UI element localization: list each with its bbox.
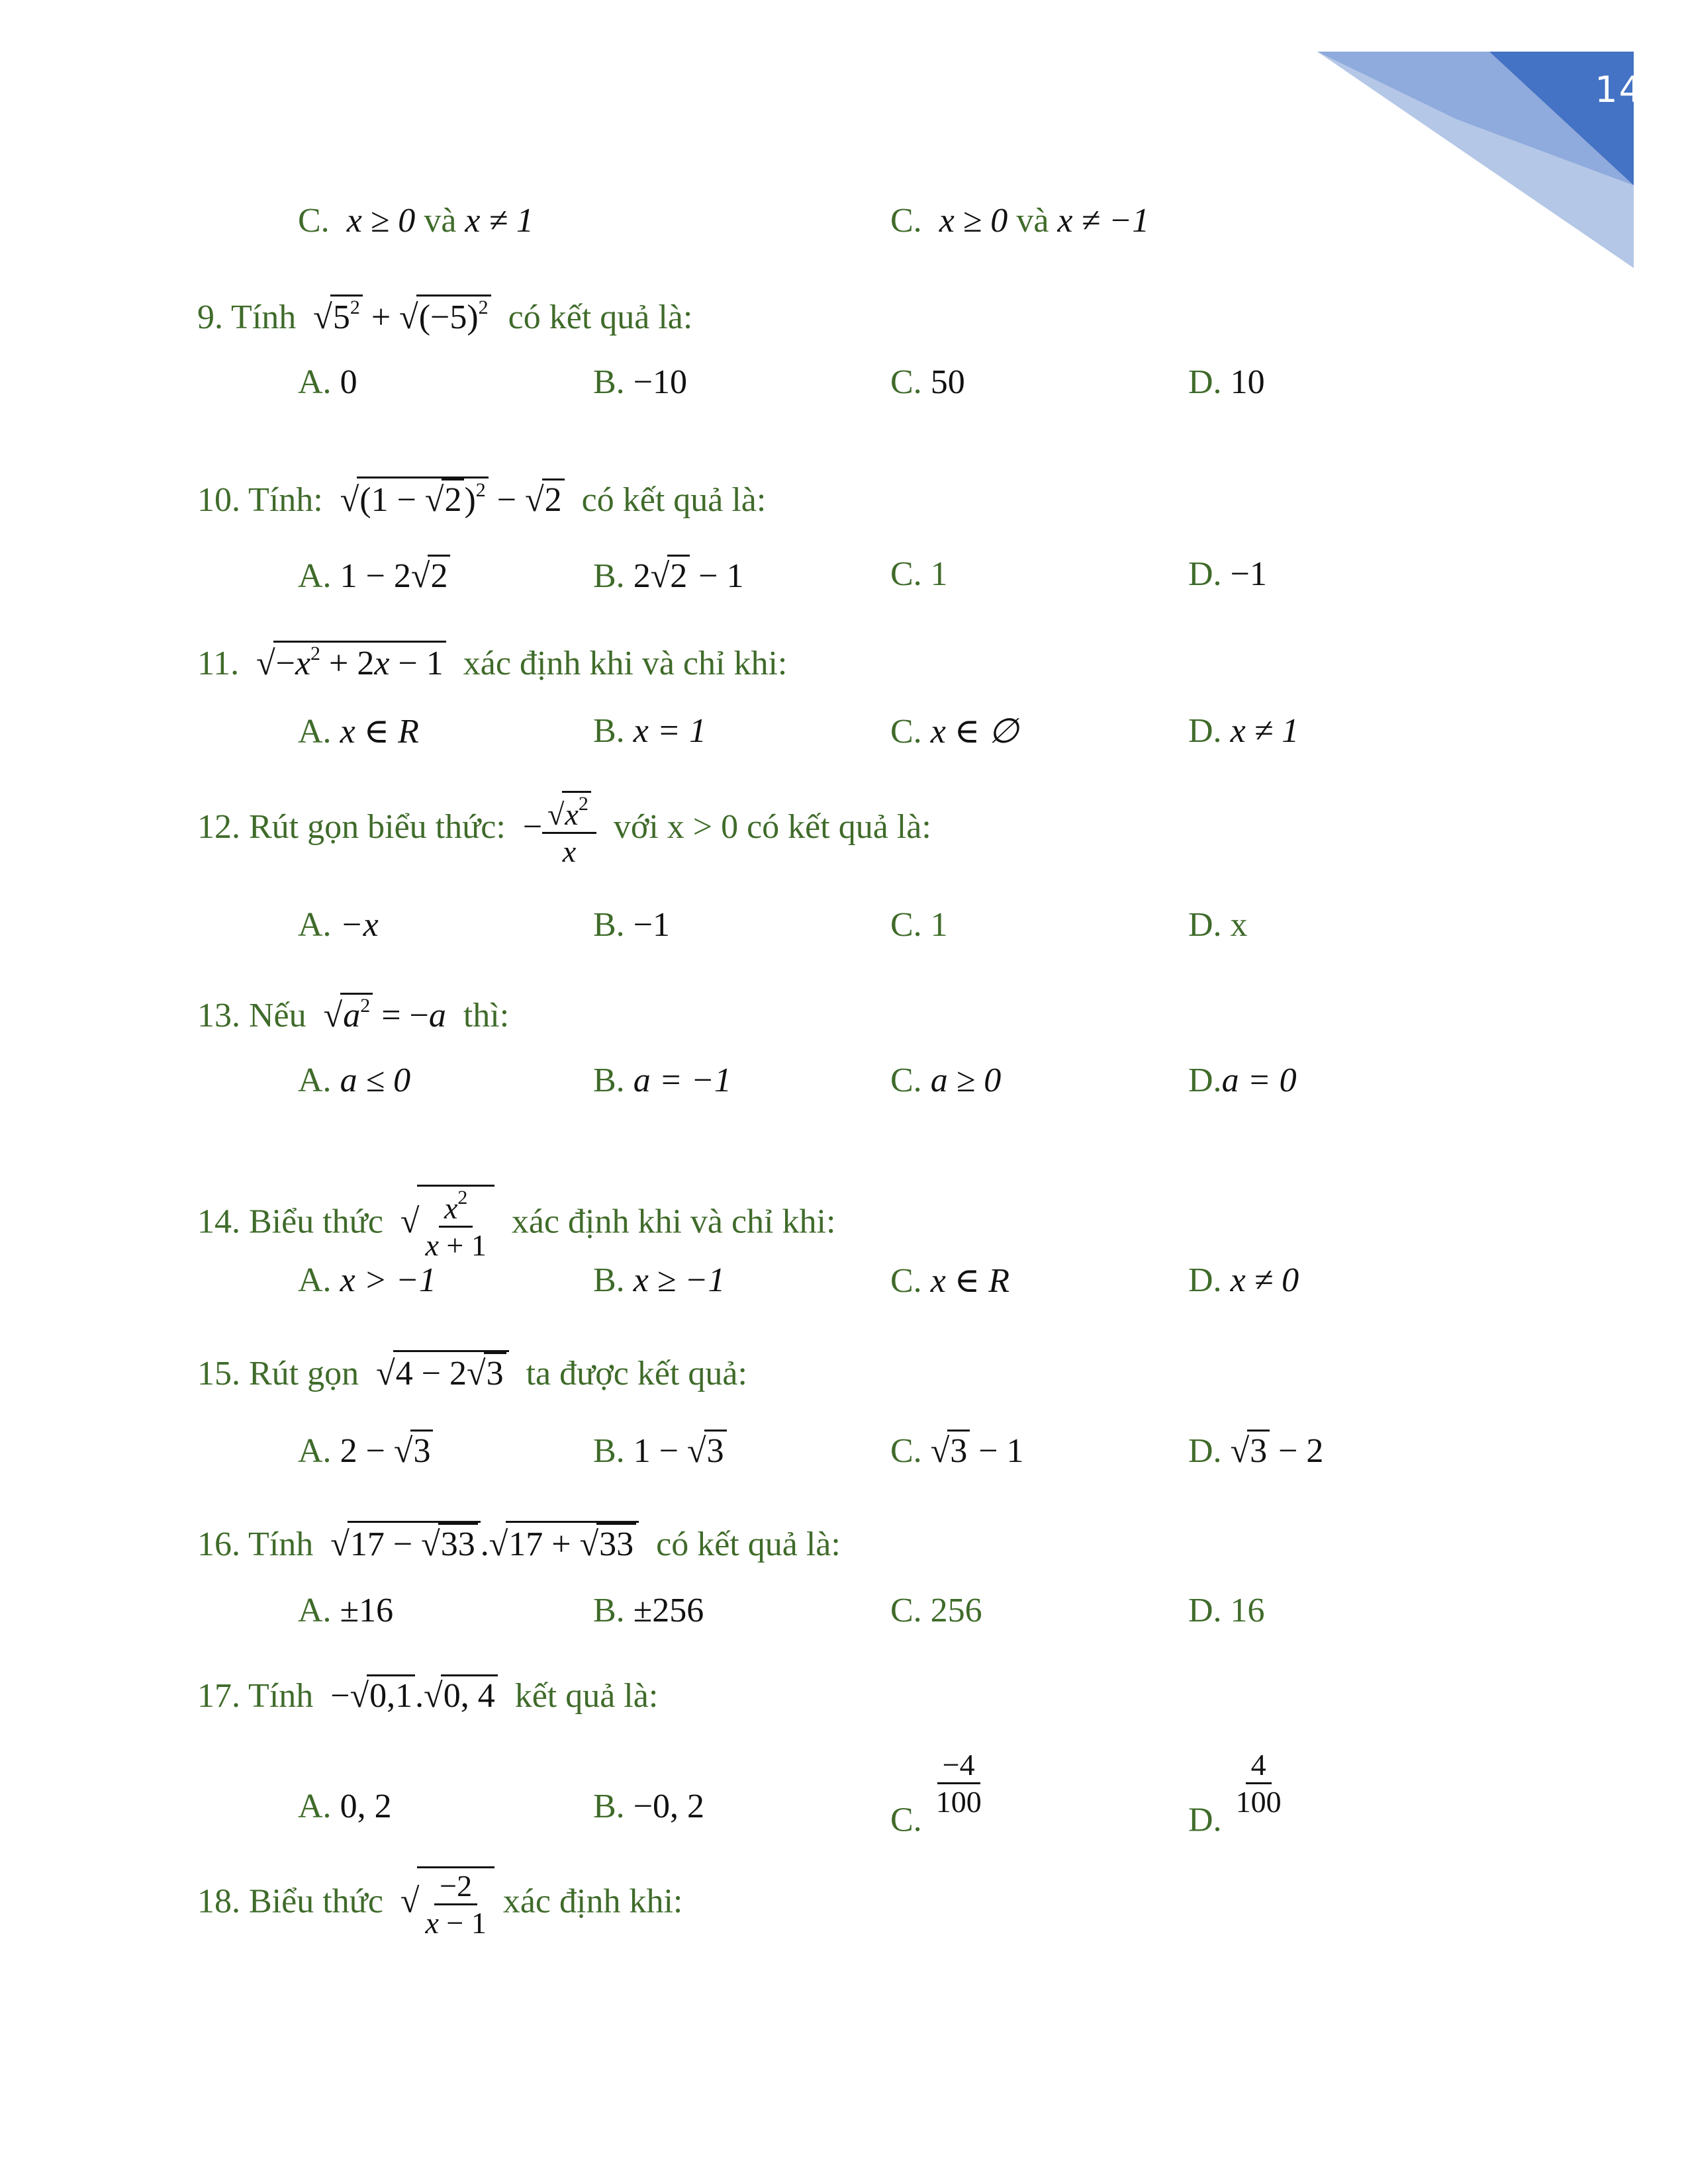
option-14a xyxy=(298,1261,436,1300)
option-12c xyxy=(890,905,948,944)
option-14c xyxy=(890,1261,1009,1300)
option-value: x = 1 xyxy=(633,712,706,750)
math-expr: x ∈ R xyxy=(930,1262,1010,1300)
option-9c xyxy=(890,363,965,402)
option-11a xyxy=(298,711,419,751)
question-9 xyxy=(197,295,692,337)
math-expr: x ≠ 0 xyxy=(1230,1261,1299,1299)
option-value: 256 xyxy=(652,1592,704,1629)
option-16b xyxy=(593,1591,704,1630)
math-expr: x ≥ −1 xyxy=(633,1261,726,1299)
question-suffix: kết quả là: xyxy=(514,1677,659,1715)
math-expr: x ∈ ∅ xyxy=(930,713,1019,751)
option-15a xyxy=(298,1430,433,1471)
option-label: D. xyxy=(1188,555,1222,593)
question-16 xyxy=(197,1521,841,1564)
math-expr: a ≤ 0 xyxy=(340,1062,411,1099)
math-expr: 1 − 2√2 xyxy=(340,557,451,595)
math-expr: √4 − 2√3 xyxy=(367,1355,517,1392)
page-number: 14 xyxy=(1595,69,1643,111)
option-15b xyxy=(593,1430,727,1471)
math-expr: x ≠ 1 xyxy=(1230,712,1299,750)
option-11b xyxy=(593,711,706,751)
option-label: B. xyxy=(593,363,625,401)
question-suffix: thì: xyxy=(463,997,510,1034)
fraction-numerator: 4 xyxy=(1246,1747,1272,1784)
math-expr: ± xyxy=(633,1592,653,1629)
math-expr: 1 − √3 xyxy=(633,1432,727,1470)
option-label: A. xyxy=(298,1432,332,1470)
question-13 xyxy=(197,993,509,1035)
question-number: 14. Biểu thức xyxy=(197,1203,383,1241)
option-label: C. xyxy=(890,1801,922,1839)
question-11 xyxy=(197,641,787,683)
option-9d xyxy=(1188,363,1265,402)
question-number: 11. xyxy=(197,645,240,682)
option-label: C. xyxy=(890,713,922,751)
option-15d xyxy=(1188,1430,1323,1471)
option-label: D. xyxy=(1188,1261,1222,1299)
option-value: 0 xyxy=(340,363,357,401)
question-suffix: xác định khi và chỉ khi: xyxy=(463,645,788,682)
option-12b xyxy=(593,905,670,944)
option-label: A. xyxy=(298,1788,332,1825)
option-conj: và xyxy=(1016,202,1049,240)
fraction-numerator: −4 xyxy=(937,1747,980,1784)
option-value: −10 xyxy=(633,363,688,401)
option-label: A. xyxy=(298,363,332,401)
math-expr: √ $\frac{-2}{x - 1}$ xyxy=(392,1882,494,1920)
option-14d xyxy=(1188,1261,1299,1300)
question-suffix: xác định khi và chỉ khi: xyxy=(511,1203,836,1241)
question-14 xyxy=(197,1185,835,1263)
math-expr: x ≠ 1 xyxy=(465,202,534,240)
option-label: C. xyxy=(890,1062,922,1099)
question-suffix: có kết quả là: xyxy=(508,298,693,336)
option-conj: và xyxy=(424,202,457,240)
option-label: C. 1 xyxy=(890,555,948,593)
question-suffix: với x > 0 có kết quả là: xyxy=(613,807,931,846)
math-expr: −√0,1.√0, 4 xyxy=(322,1677,506,1715)
math-expr: − $\frac{√x^2}{x}$ xyxy=(514,808,605,846)
option-value: −1 xyxy=(1230,555,1267,593)
option-label: C. xyxy=(890,1262,922,1300)
question-10 xyxy=(197,477,766,520)
question-suffix: có kết quả là: xyxy=(656,1525,841,1563)
option-label: B. xyxy=(593,1592,625,1629)
top-option-c1 xyxy=(298,201,534,240)
option-16a xyxy=(298,1591,393,1630)
question-number: 9. Tính xyxy=(197,298,297,336)
question-suffix: có kết quả là: xyxy=(581,481,767,519)
math-expr: $√5^2 + √(-5)^2$ xyxy=(305,298,499,336)
option-10a xyxy=(298,555,450,596)
option-16d xyxy=(1188,1591,1265,1630)
math-expr: x ≥ 0 xyxy=(338,202,416,240)
option-label: B. xyxy=(593,1432,625,1470)
option-value: x > −1 xyxy=(340,1261,436,1299)
option-value: 10 xyxy=(1230,363,1265,401)
option-10b xyxy=(593,555,744,596)
math-expr: √17 − √33 .√17 + √33 xyxy=(322,1525,647,1563)
top-option-c2 xyxy=(890,201,1149,240)
option-label: B. xyxy=(593,1062,625,1099)
fraction-denominator: 100 xyxy=(935,1785,982,1819)
option-label: A. xyxy=(298,1592,332,1629)
question-number: 17. Tính xyxy=(197,1677,314,1715)
fraction xyxy=(931,1747,987,1819)
option-label: A. xyxy=(298,557,332,595)
option-label: B. xyxy=(593,1788,625,1825)
option-label: B. xyxy=(593,557,625,595)
option-label: C. xyxy=(298,202,330,240)
option-label: B. xyxy=(593,712,625,750)
corner-decoration xyxy=(0,0,1688,278)
option-label: C. 1 xyxy=(890,906,948,944)
question-number: 10. Tính: xyxy=(197,481,323,519)
math-expr: √3 − 2 xyxy=(1231,1432,1324,1470)
option-label: C. xyxy=(890,202,922,240)
option-13d xyxy=(1188,1061,1297,1100)
option-label: B. xyxy=(593,906,625,944)
question-number: 18. Biểu thức xyxy=(197,1882,383,1921)
option-10c xyxy=(890,555,948,594)
option-value: −0, 2 xyxy=(633,1788,705,1825)
option-value: a = 0 xyxy=(1221,1062,1297,1099)
option-label: C. 256 xyxy=(890,1592,982,1629)
math-expr: 2 − √3 xyxy=(340,1432,434,1470)
fraction-denominator: 100 xyxy=(1235,1785,1282,1819)
option-13a xyxy=(298,1061,410,1100)
math-expr: √3 − 1 xyxy=(931,1432,1024,1470)
option-17d xyxy=(1188,1747,1287,1839)
question-18 xyxy=(197,1866,682,1940)
option-12a xyxy=(298,905,379,944)
question-number: 13. Nếu xyxy=(197,997,306,1034)
math-expr: $√-x^2 + 2x - 1$ xyxy=(248,645,455,682)
option-label: C. xyxy=(890,363,922,401)
option-label: A. xyxy=(298,1261,332,1299)
math-expr: √ $\frac{x^2}{x + 1}$ xyxy=(392,1203,503,1240)
option-label: A. xyxy=(298,713,332,751)
option-17a xyxy=(298,1787,392,1826)
math-expr: x ∈ R xyxy=(340,713,419,751)
option-10d xyxy=(1188,555,1267,594)
option-12d xyxy=(1188,905,1248,944)
option-11c xyxy=(890,711,1019,751)
option-value: −1 xyxy=(633,906,671,944)
option-label: A. xyxy=(298,906,332,944)
option-value: 50 xyxy=(930,363,965,401)
option-label: D. x xyxy=(1188,906,1248,944)
option-label: D. xyxy=(1188,1062,1222,1099)
option-value: a = −1 xyxy=(633,1062,731,1099)
option-value: −x xyxy=(340,906,379,944)
option-13b xyxy=(593,1061,731,1100)
question-suffix: ta được kết quả: xyxy=(526,1355,747,1392)
option-label: D. xyxy=(1188,712,1222,750)
option-label: D. xyxy=(1188,363,1222,401)
option-label: C. xyxy=(890,1432,922,1470)
option-14b xyxy=(593,1261,725,1300)
option-17c xyxy=(890,1747,987,1839)
option-9b xyxy=(593,363,687,402)
question-suffix: xác định khi: xyxy=(502,1882,683,1921)
math-expr: x ≥ 0 xyxy=(930,202,1008,240)
option-label: D. xyxy=(1188,1432,1222,1470)
option-13c xyxy=(890,1061,1001,1100)
math-expr: a ≥ 0 xyxy=(930,1062,1002,1099)
option-16c xyxy=(890,1591,982,1630)
math-expr: 2√2 − 1 xyxy=(633,557,744,595)
option-label: A. xyxy=(298,1062,332,1099)
question-12 xyxy=(197,791,931,869)
question-17 xyxy=(197,1674,658,1715)
option-value: 6 xyxy=(376,1592,394,1629)
question-number: 16. Tính xyxy=(197,1525,314,1563)
option-17b xyxy=(593,1787,704,1826)
option-9a xyxy=(298,363,357,402)
question-15 xyxy=(197,1350,747,1393)
option-label: D. xyxy=(1188,1801,1222,1839)
question-number: 12. Rút gọn biểu thức: xyxy=(197,807,506,846)
option-15c xyxy=(890,1430,1024,1471)
math-expr: $√a^2 = -a$ xyxy=(315,997,455,1034)
math-expr: $√(1 - √2)^2 - √2$ xyxy=(332,481,573,519)
question-number: 15. Rút gọn xyxy=(197,1355,359,1392)
math-expr: ±1 xyxy=(340,1592,377,1629)
option-label: D. 16 xyxy=(1188,1592,1265,1629)
option-label: B. xyxy=(593,1261,625,1299)
fraction xyxy=(1231,1747,1287,1819)
math-expr: x ≠ −1 xyxy=(1057,202,1150,240)
option-value: 0, 2 xyxy=(340,1788,392,1825)
option-11d xyxy=(1188,711,1299,751)
